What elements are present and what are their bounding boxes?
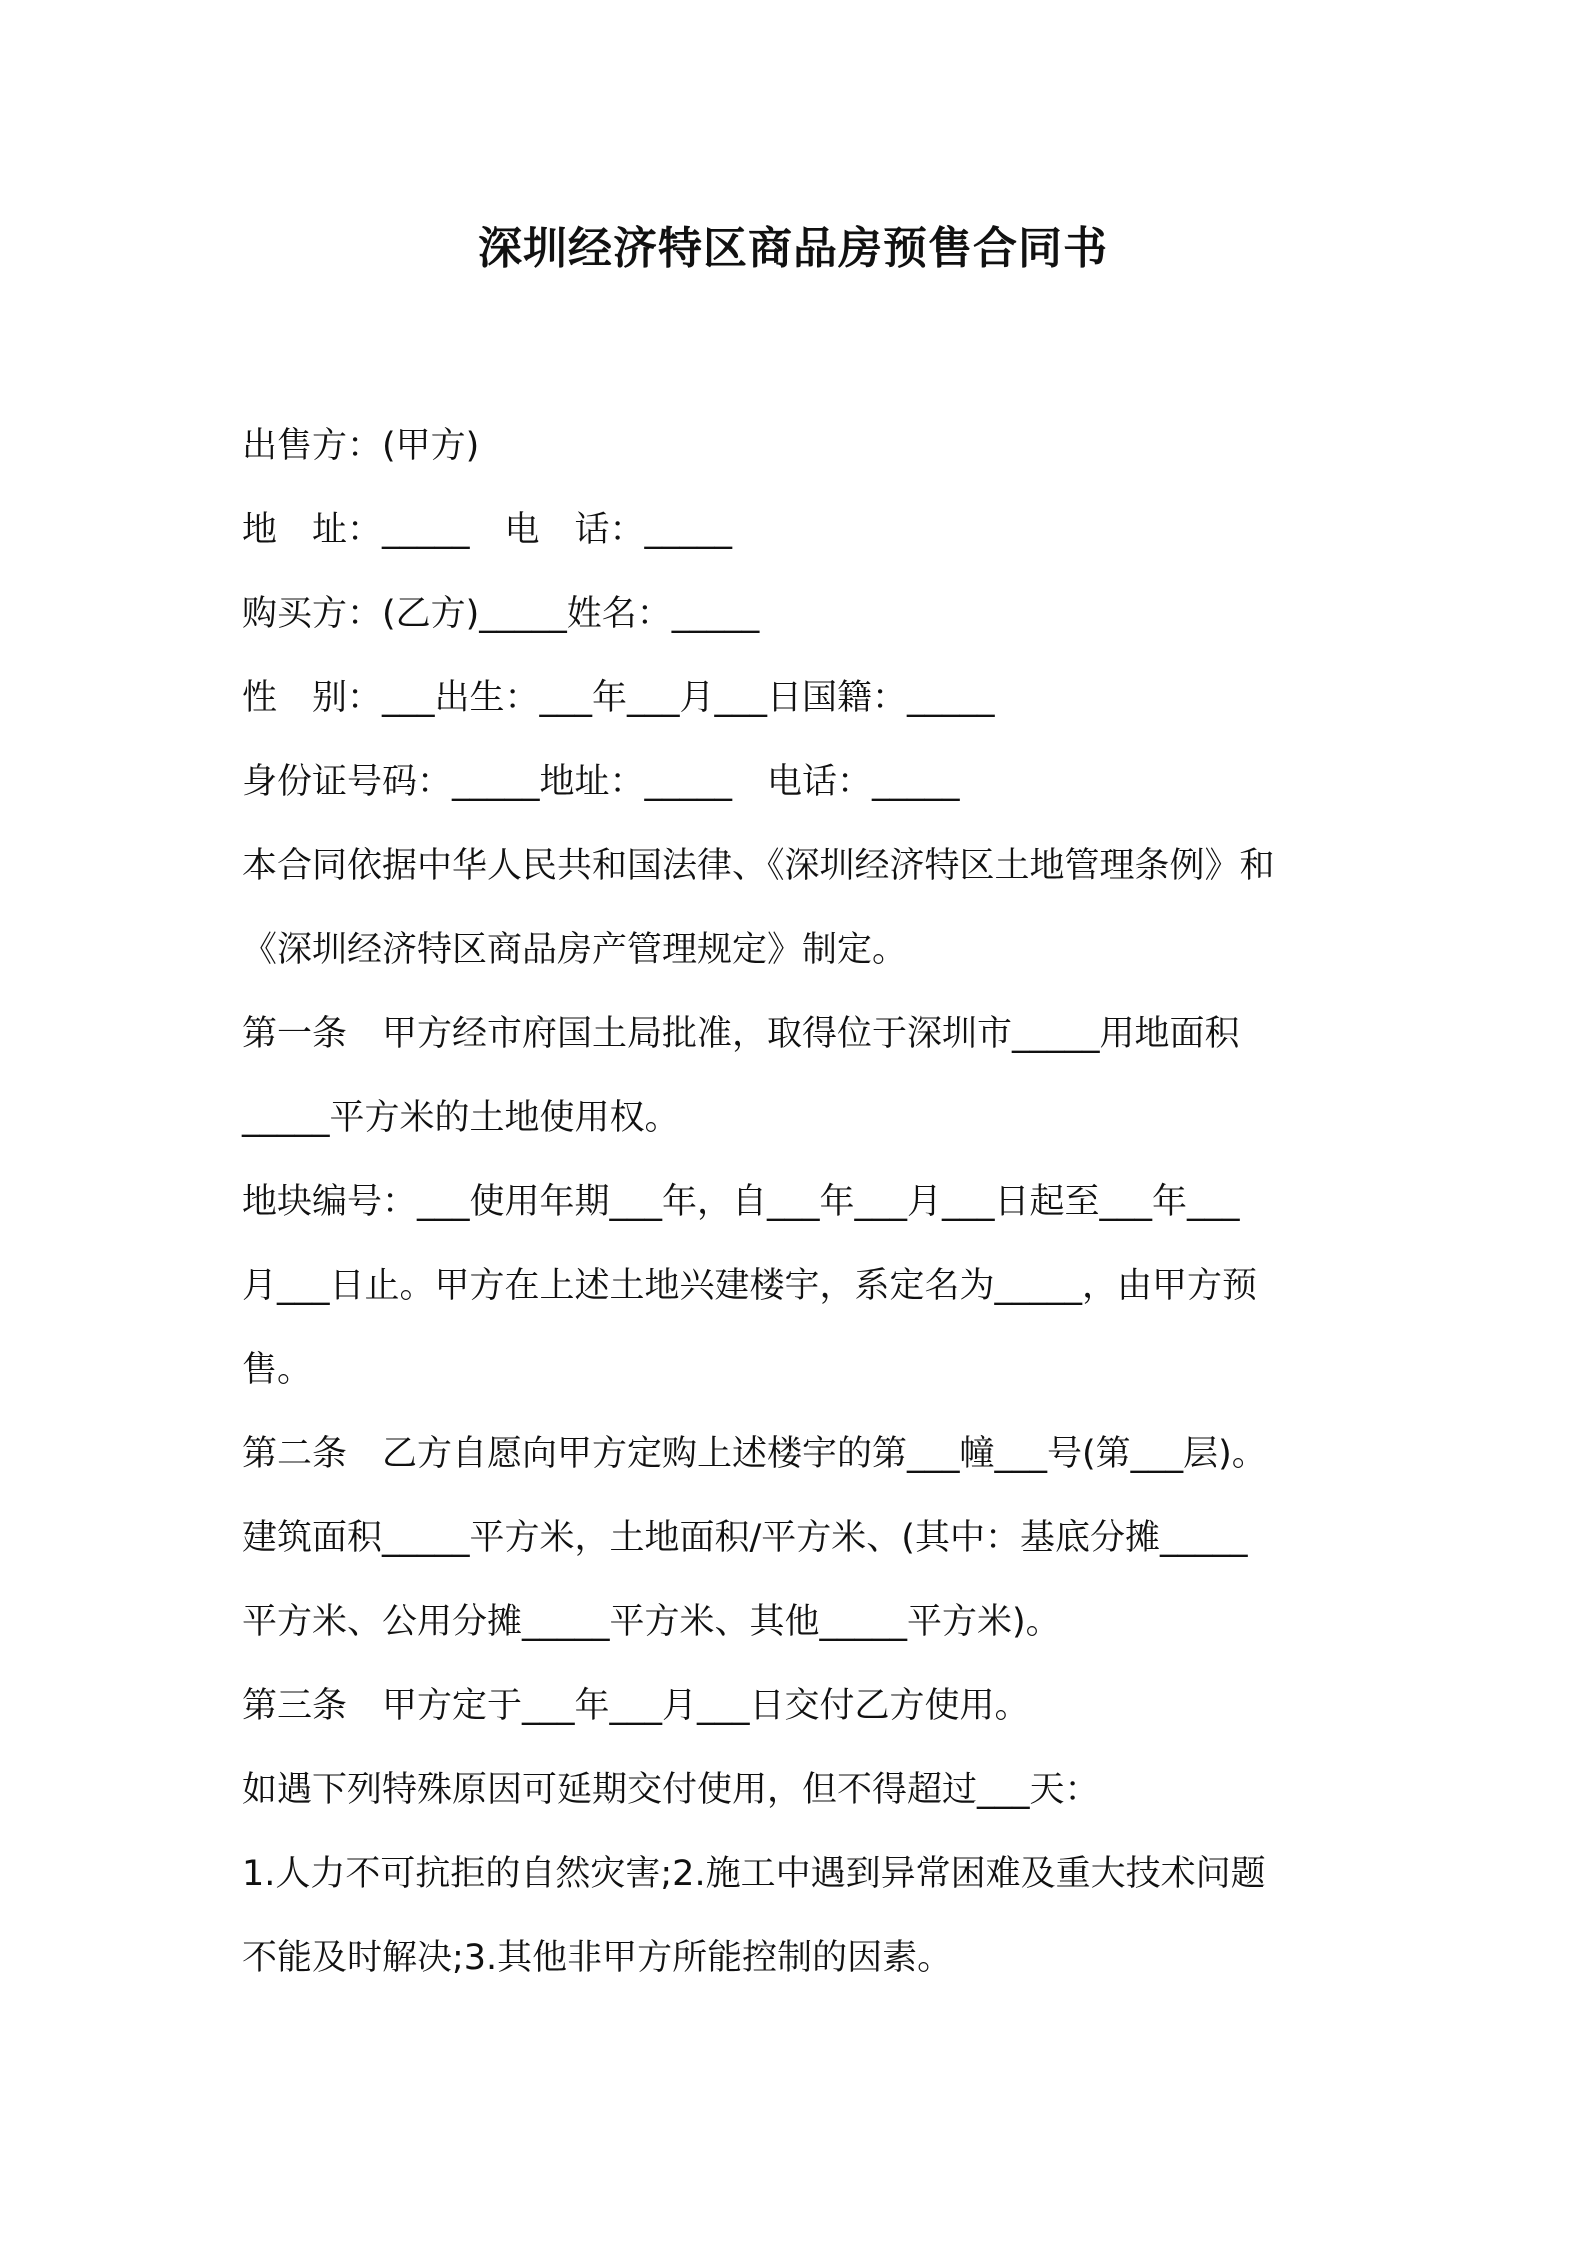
area-line-2: 平方米、公用分摊_____平方米、其他_____平方米)。: [242, 1602, 1061, 1642]
article-3-line-1: 第三条 甲方定于___年___月___日交付乙方使用。: [242, 1686, 1030, 1726]
buyer-gender-birth-line: 性 别：___出生：___年___月___日国籍：_____: [242, 678, 995, 718]
plot-line-1: 地块编号：___使用年期___年，自___年___月___日起至___年___: [242, 1182, 1240, 1222]
article-1-line-2: _____平方米的土地使用权。: [242, 1098, 680, 1138]
buyer-line: 购买方：(乙方)_____姓名：_____: [242, 594, 760, 634]
plot-line-2: 月___日止。甲方在上述土地兴建楼宇，系定名为_____，由甲方预: [242, 1266, 1258, 1306]
area-line-1: 建筑面积_____平方米，土地面积/平方米、(其中：基底分摊_____: [242, 1518, 1248, 1558]
article-1-line-1: 第一条 甲方经市府国土局批准，取得位于深圳市_____用地面积: [242, 1014, 1240, 1054]
seller-address-line: 地 址：_____ 电 话：_____: [242, 510, 733, 550]
reasons-line-1: 1.人力不可抗拒的自然灾害;2.施工中遇到异常困难及重大技术问题: [242, 1854, 1266, 1894]
document-title: 深圳经济特区商品房预售合同书: [478, 223, 1108, 274]
document-body: [242, 404, 1362, 2000]
reasons-line-2: 不能及时解决;3.其他非甲方所能控制的因素。: [242, 1938, 953, 1978]
plot-line-3: 售。: [242, 1350, 313, 1390]
delay-line: 如遇下列特殊原因可延期交付使用，但不得超过___天：: [242, 1770, 1100, 1810]
buyer-id-line: 身份证号码：_____地址：_____ 电话：_____: [242, 762, 960, 802]
seller-line: 出售方：(甲方): [242, 426, 480, 466]
basis-line-1: 本合同依据中华人民共和国法律、《深圳经济特区土地管理条例》和: [242, 846, 1275, 886]
article-2-line-1: 第二条 乙方自愿向甲方定购上述楼宇的第___幢___号(第___层)。: [242, 1434, 1267, 1474]
basis-line-2: 《深圳经济特区商品房产管理规定》制定。: [242, 930, 908, 970]
